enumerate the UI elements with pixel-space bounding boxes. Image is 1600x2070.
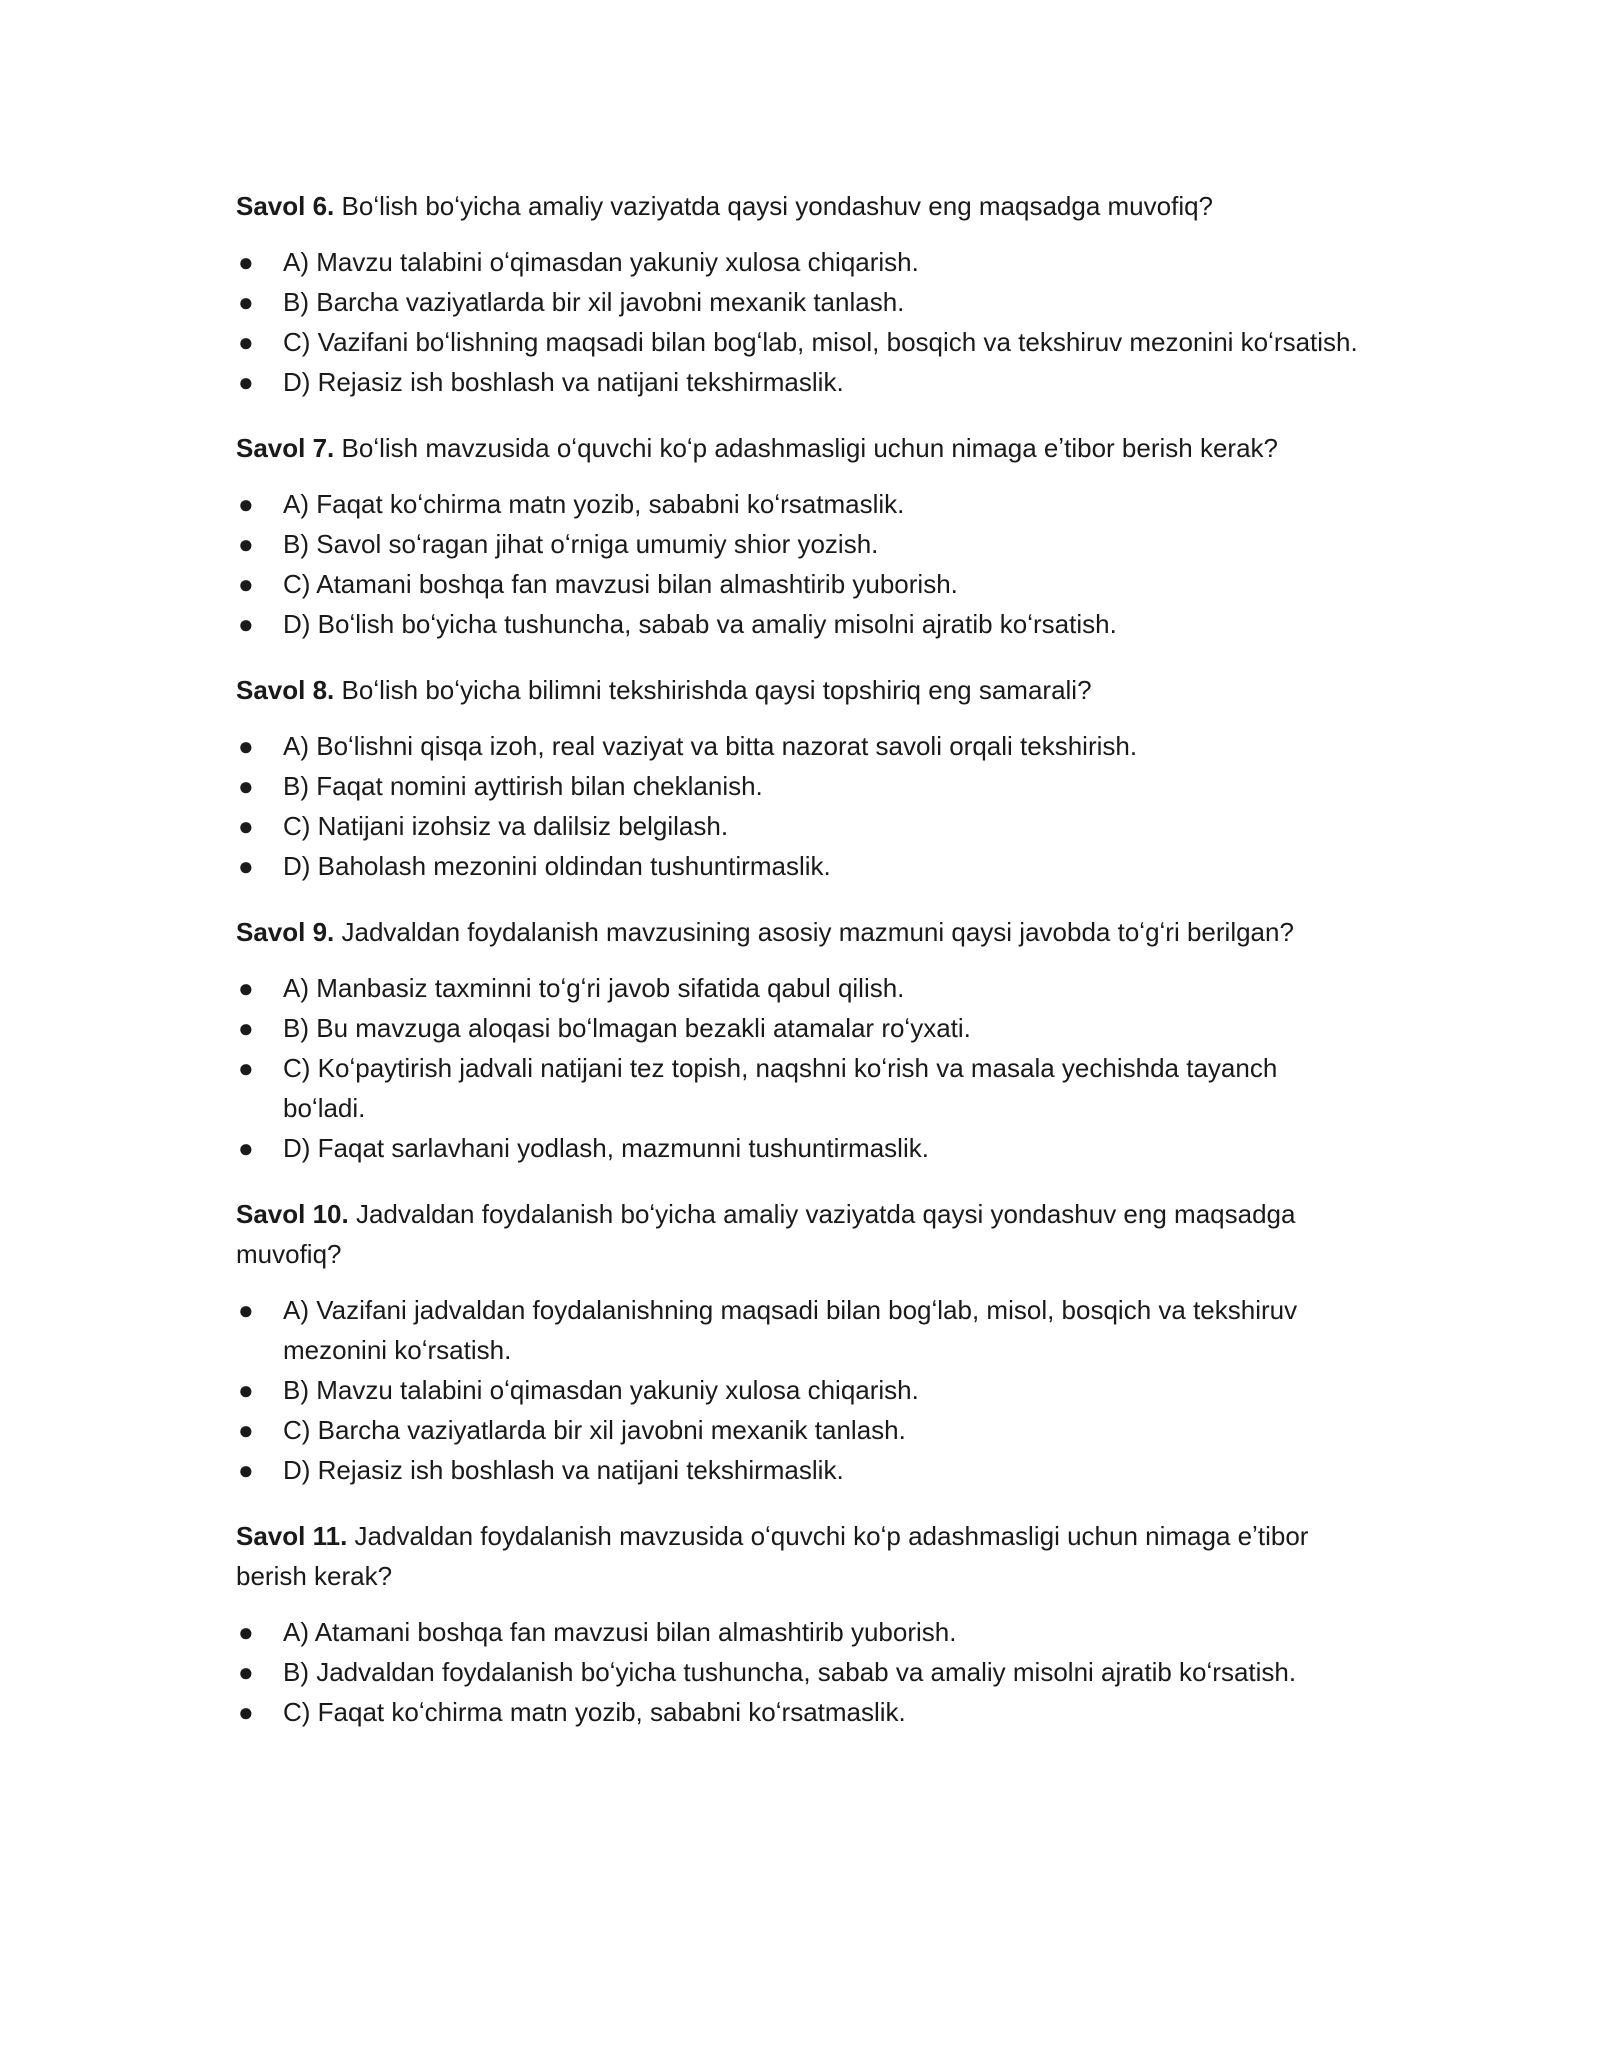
option-text: C) Atamani boshqa fan mavzusi bilan almashtirib yuborish. [283, 569, 958, 599]
bullet-icon: ● [238, 489, 254, 519]
option-item [236, 322, 1366, 362]
question-number: Savol 10. [236, 1199, 349, 1229]
bullet-icon: ● [238, 1617, 254, 1647]
option-text: D) Rejasiz ish boshlash va natijani tekshirmaslik. [283, 367, 844, 397]
option-item [236, 524, 1366, 564]
bullet-icon: ● [238, 771, 254, 801]
option-item [236, 564, 1366, 604]
bullet-icon: ● [238, 1295, 254, 1325]
question-prompt: Jadvaldan foydalanish boʻyicha amaliy vaziyatda qaysi yondashuv eng maqsadga muvofiq? [236, 1199, 1296, 1269]
option-text: B) Bu mavzuga aloqasi boʻlmagan bezakli atamalar roʻyxati. [283, 1013, 971, 1043]
bullet-icon: ● [238, 1697, 254, 1727]
options-list [236, 1290, 1366, 1490]
question-7 [236, 428, 1366, 644]
option-item [236, 1450, 1366, 1490]
question-8 [236, 670, 1366, 886]
option-text: B) Savol soʻragan jihat oʻrniga umumiy shior yozish. [283, 529, 879, 559]
bullet-icon: ● [238, 851, 254, 881]
option-text: D) Baholash mezonini oldindan tushuntirmaslik. [283, 851, 831, 881]
bullet-icon: ● [238, 327, 254, 357]
bullet-icon: ● [238, 1455, 254, 1485]
option-text: A) Mavzu talabini oʻqimasdan yakuniy xulosa chiqarish. [283, 247, 919, 277]
option-text: C) Barcha vaziyatlarda bir xil javobni mexanik tanlash. [283, 1415, 906, 1445]
option-item [236, 846, 1366, 886]
options-list [236, 968, 1366, 1168]
question-6 [236, 186, 1366, 402]
option-text: B) Jadvaldan foydalanish boʻyicha tushuncha, sabab va amaliy misolni ajratib koʻrsatish. [283, 1657, 1297, 1687]
question-prompt: Boʻlish boʻyicha bilimni tekshirishda qaysi topshiriq eng samarali? [341, 675, 1092, 705]
bullet-icon: ● [238, 569, 254, 599]
bullet-icon: ● [238, 1375, 254, 1405]
question-text [236, 912, 1366, 952]
option-text: D) Faqat sarlavhani yodlash, mazmunni tushuntirmaslik. [283, 1133, 929, 1163]
option-text: A) Boʻlishni qisqa izoh, real vaziyat va bitta nazorat savoli orqali tekshirish. [283, 731, 1138, 761]
option-item [236, 1652, 1366, 1692]
option-item [236, 968, 1366, 1008]
question-number: Savol 9. [236, 917, 335, 947]
bullet-icon: ● [238, 1053, 254, 1083]
option-text: C) Natijani izohsiz va dalilsiz belgilash. [283, 811, 729, 841]
bullet-icon: ● [238, 1013, 254, 1043]
option-text: D) Rejasiz ish boshlash va natijani tekshirmaslik. [283, 1455, 844, 1485]
question-prompt: Boʻlish boʻyicha amaliy vaziyatda qaysi yondashuv eng maqsadga muvofiq? [341, 191, 1214, 221]
option-item [236, 1410, 1366, 1450]
bullet-icon: ● [238, 731, 254, 761]
question-prompt: Boʻlish mavzusida oʻquvchi koʻp adashmasligi uchun nimaga eʼtibor berish kerak? [341, 433, 1279, 463]
option-item [236, 282, 1366, 322]
bullet-icon: ● [238, 1415, 254, 1445]
option-item [236, 726, 1366, 766]
option-item [236, 362, 1366, 402]
option-item [236, 1048, 1366, 1128]
option-text: B) Mavzu talabini oʻqimasdan yakuniy xulosa chiqarish. [283, 1375, 919, 1405]
question-number: Savol 11. [236, 1521, 348, 1551]
option-text: C) Koʻpaytirish jadvali natijani tez topish, naqshni koʻrish va masala yechishda tayanch boʻladi. [283, 1053, 1278, 1123]
bullet-icon: ● [238, 609, 254, 639]
options-list [236, 242, 1366, 402]
bullet-icon: ● [238, 247, 254, 277]
question-text [236, 1194, 1366, 1274]
option-text: A) Manbasiz taxminni toʻgʻri javob sifatida qabul qilish. [283, 973, 905, 1003]
options-list [236, 484, 1366, 644]
bullet-icon: ● [238, 973, 254, 1003]
option-text: C) Vazifani boʻlishning maqsadi bilan bogʻlab, misol, bosqich va tekshiruv mezonini koʻrsatish. [283, 327, 1358, 357]
question-11 [236, 1516, 1366, 1732]
option-item [236, 242, 1366, 282]
question-text [236, 670, 1366, 710]
document-page [236, 186, 1366, 1758]
option-item [236, 1612, 1366, 1652]
option-text: B) Barcha vaziyatlarda bir xil javobni mexanik tanlash. [283, 287, 905, 317]
option-text: A) Atamani boshqa fan mavzusi bilan almashtirib yuborish. [283, 1617, 957, 1647]
option-item [236, 1128, 1366, 1168]
options-list [236, 1612, 1366, 1732]
question-number: Savol 6. [236, 191, 335, 221]
option-text: A) Vazifani jadvaldan foydalanishning maqsadi bilan bogʻlab, misol, bosqich va tekshiruv mezonini koʻrsatish. [283, 1295, 1298, 1365]
question-10 [236, 1194, 1366, 1490]
option-text: A) Faqat koʻchirma matn yozib, sababni koʻrsatmaslik. [283, 489, 905, 519]
option-item [236, 1008, 1366, 1048]
bullet-icon: ● [238, 287, 254, 317]
question-text [236, 428, 1366, 468]
bullet-icon: ● [238, 1657, 254, 1687]
bullet-icon: ● [238, 811, 254, 841]
question-prompt: Jadvaldan foydalanish mavzusining asosiy mazmuni qaysi javobda toʻgʻri berilgan? [341, 917, 1294, 947]
question-9 [236, 912, 1366, 1168]
option-item [236, 806, 1366, 846]
bullet-icon: ● [238, 1133, 254, 1163]
option-text: D) Boʻlish boʻyicha tushuncha, sabab va amaliy misolni ajratib koʻrsatish. [283, 609, 1117, 639]
option-item [236, 766, 1366, 806]
option-text: C) Faqat koʻchirma matn yozib, sababni koʻrsatmaslik. [283, 1697, 906, 1727]
option-text: B) Faqat nomini ayttirish bilan cheklanish. [283, 771, 763, 801]
question-text [236, 1516, 1366, 1596]
bullet-icon: ● [238, 367, 254, 397]
options-list [236, 726, 1366, 886]
question-number: Savol 7. [236, 433, 335, 463]
option-item [236, 1692, 1366, 1732]
question-number: Savol 8. [236, 675, 335, 705]
option-item [236, 484, 1366, 524]
option-item [236, 1370, 1366, 1410]
question-prompt: Jadvaldan foydalanish mavzusida oʻquvchi koʻp adashmasligi uchun nimaga eʼtibor berish kerak? [236, 1521, 1309, 1591]
question-text [236, 186, 1366, 226]
bullet-icon: ● [238, 529, 254, 559]
option-item [236, 604, 1366, 644]
option-item [236, 1290, 1366, 1370]
